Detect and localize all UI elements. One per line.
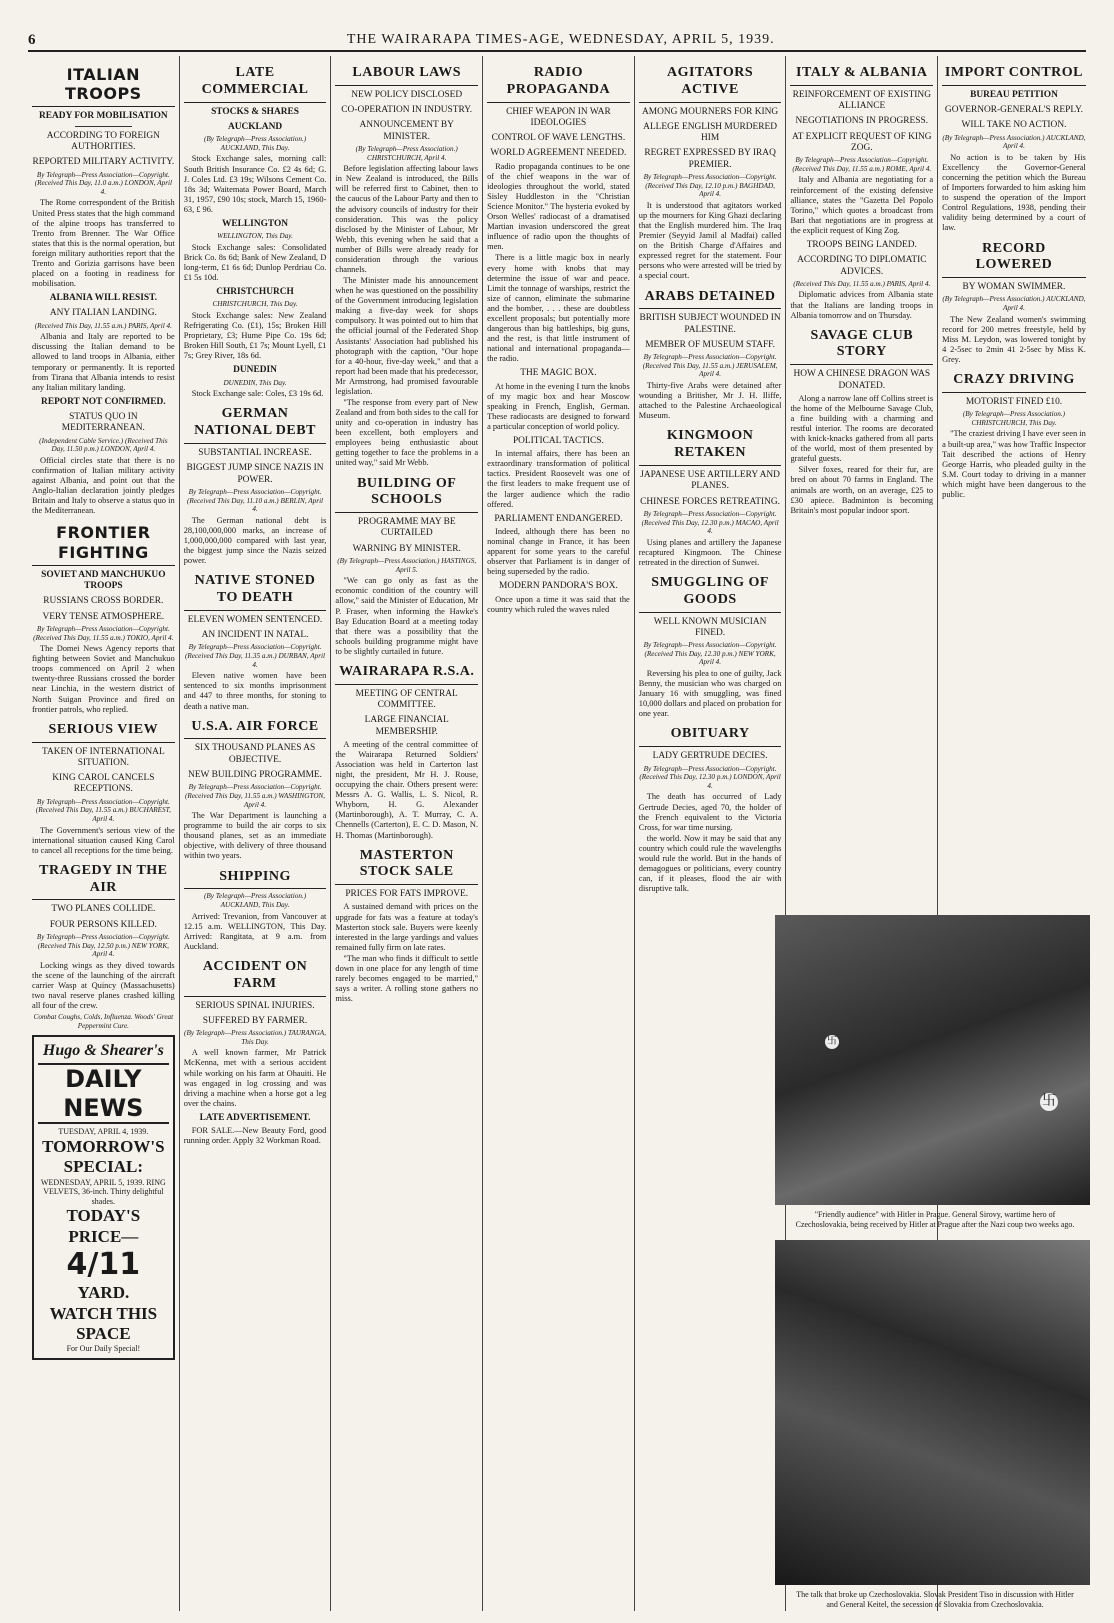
subhead: WELLINGTON xyxy=(222,218,289,229)
article-text: The German national debt is 28,100,000,000 marks, an increase of 1,000,000,000 compared with last year, the biggest jump since the Nazis seized power. xyxy=(183,515,327,566)
subhead: WORLD AGREEMENT NEEDED. xyxy=(490,148,627,159)
article-text: the world. Now it may be said that any country which could rule the wavelengths would rule the world. But in the hands of demagogues or politicians, every country can, if it pleases, flood the air with disruptive talk. xyxy=(638,833,782,894)
swastika-icon: 卐 xyxy=(827,1036,837,1047)
subhead: TWO PLANES COLLIDE. xyxy=(51,904,156,915)
subhead: MEETING OF CENTRAL COMMITTEE. xyxy=(355,688,458,710)
headline-kingmoon-retaken: KINGMOON RETAKEN xyxy=(639,424,782,466)
dateline: CHRISTCHURCH, This Day. xyxy=(212,300,298,309)
article-text: "The craziest driving I have ever seen in a built-up area," was how Traffic Inspector Tait described the actions of Henry George Harris, who pleaded guilty in the S.M. Court today to driving in a manner which might have been dangerous to the public. xyxy=(942,429,1086,499)
column-2 xyxy=(180,56,332,1611)
subhead: SIX THOUSAND PLANES AS OBJECTIVE. xyxy=(194,743,316,765)
dateline: By Telegraph—Press Association—Copyright. (Received This Day, 11.0 a.m.) LONDON, April 4. xyxy=(34,170,172,196)
newspaper-title: THE WAIRARAPA TIMES-AGE, WEDNESDAY, APRIL 5, 1939. xyxy=(346,32,775,47)
subhead: NEW POLICY DISCLOSED xyxy=(351,89,463,100)
headline-italian-troops: ITALIAN TROOPS xyxy=(32,61,175,107)
headline-frontier-fighting: FRONTIER FIGHTING xyxy=(32,519,175,565)
dateline: (By Telegraph—Press Association.) CHRISTCHURCH, April 4. xyxy=(355,144,458,162)
headline-wairarapa-rsa: WAIRARAPA R.S.A. xyxy=(335,660,478,685)
headline-labour-laws: LABOUR LAWS xyxy=(335,61,478,86)
subhead: NEW BUILDING PROGRAMME. xyxy=(188,769,322,780)
dateline: (Received This Day, 11.55 a.m.) PARIS, April 4. xyxy=(793,279,931,288)
column-1 xyxy=(28,56,180,1611)
article-text: The New Zealand women's swimming record for 200 metres freestyle, held by Miss M. Leydon, was lowered tonight by 4 2-5sec to 2min 41 2-5sec by Miss K. Grey. xyxy=(942,314,1086,365)
article-text: Along a narrow lane off Collins street is the home of the Melbourne Savage Club, a fine building with a charming and restful interior. The rooms are decorated with knick-knacks gathered from all parts of the world, most of them presented by grateful guests. xyxy=(790,393,934,464)
headline-late-commercial: LATE COMMERCIAL xyxy=(184,61,327,103)
dateline: By Telegraph—Press Association—Copyright. (Received This Day, 11.55 a.m.) TOKIO, April 4. xyxy=(33,624,174,642)
headline-masterton-stock-sale: MASTERTON STOCK SALE xyxy=(335,844,478,886)
subhead: ACCORDING TO DIPLOMATIC ADVICES. xyxy=(797,255,927,277)
subhead: POLITICAL TACTICS. xyxy=(512,435,604,446)
subhead: ALBANIA WILL RESIST. xyxy=(49,293,157,304)
subhead: LADY GERTRUDE DECIES. xyxy=(652,751,768,762)
subhead: FOUR PERSONS KILLED. xyxy=(49,919,157,930)
subhead: BIGGEST JUMP SINCE NAZIS IN POWER. xyxy=(186,463,324,485)
article-text: A sustained demand with prices on the upgrade for fats was a feature at today's Masterton stock sale. Buyers were keenly interested in the large yardings and values remained fully firm on late rates. xyxy=(335,902,479,952)
dateline: By Telegraph—Press Association—Copyright. (Received This Day, 11.10 a.m.) BERLIN, April 4. xyxy=(186,487,324,514)
article-text: There is a little magic box in nearly every home with knobs that may determine the issue of war and peace. Limit the tonnage of warships, restrict the size of cannon, eliminate the submarine and the bomber, . . . these are doubtless excellent proposals; but potentially more dangerous than big battleships, big guns, and the rest, is that little instrument of national and international propaganda—the radio. xyxy=(487,253,630,364)
subhead: CHINESE FORCES RETREATING. xyxy=(640,496,781,507)
subhead: CHRISTCHURCH xyxy=(216,287,294,298)
dateline: (By Telegraph—Press Association.) HASTINGS, April 5. xyxy=(337,556,477,574)
column-5 xyxy=(635,56,787,1611)
photo-caption: "Friendly audience" with Hitler in Prague. General Sirovy, wartime hero of Czechoslovakia, being received by Hitler at Prague after the Nazi coup two weeks ago. xyxy=(795,1210,1075,1229)
subhead: AUCKLAND xyxy=(227,121,283,132)
subhead: AT EXPLICIT REQUEST OF KING ZOG. xyxy=(791,131,932,153)
article-text: Stock Exchange sales: Consolidated Brick Co. 8s 6d; Bank of New Zealand, D long-term, £1 6s 6d; Dunlop Perdriau Co. £1 5s 10d. xyxy=(183,242,327,283)
dateline: (By Telegraph—Press Association.) TAURANGA, This Day. xyxy=(184,1029,326,1046)
subhead: BRITISH SUBJECT WOUNDED IN PALESTINE. xyxy=(639,313,781,335)
headline-native-stoned: NATIVE STONED TO DEATH xyxy=(184,569,327,611)
subhead: PARLIAMENT ENDANGERED. xyxy=(494,513,623,524)
photo-caption: The talk that broke up Czechoslovakia. Slovak President Tiso in discussion with Hitler and General Keitel, the secession of Slovakia from Czechoslovakia. xyxy=(796,1590,1074,1609)
article-text: The War Department is launching a programme to build the air corps to six thousand planes, set as an immediate objective, with delivery of three thousand within two years. xyxy=(183,811,327,861)
subhead: DUNEDIN xyxy=(233,365,277,376)
dateline: By Telegraph—Press Association—Copyright. (Received This Day, 12.50 p.m.) NEW YORK, April 4. xyxy=(36,932,170,959)
headline-usa-air-force: U.S.A. AIR FORCE xyxy=(184,715,327,740)
headline-crazy-driving: CRAZY DRIVING xyxy=(942,368,1086,393)
ad-yard: YARD. xyxy=(77,1283,130,1303)
headline-italy-albania: ITALY & ALBANIA xyxy=(790,61,933,86)
article-text: Stock Exchange sales, morning call: South British Insurance Co. £2 4s 6d; G. J. Coles Ltd. £3 19s; Wilsons Cement Co. 18s 3d; Waitemata Power Board, March 31, 1957, £90 10s; stock, March 15, 1960-63, £ 96. xyxy=(183,154,327,214)
subhead: CO-OPERATION IN INDUSTRY. xyxy=(341,105,473,116)
article-text: Radio propaganda continues to be one of the chief weapons in the war of ideologies throughout the world, stated Sisley Huddleston in the "Christian Science Monitor." The hysteria evoked by Orson Welles' radiocast of a dramatised Martian invasion underscored the great influence of radio upon the thoughts of men. xyxy=(487,161,630,252)
article-text: Albania and Italy are reported to be discussing the Italian demand to be allowed to land troops in Albania, either temporary or permanently. It is reported from Tirana that Albania intends to resist any Italian military landing. xyxy=(32,332,175,392)
subhead: CHIEF WEAPON IN WAR IDEOLOGIES xyxy=(506,106,611,128)
subhead: STOCKS & SHARES xyxy=(211,106,299,117)
subhead: SERIOUS SPINAL INJURIES. xyxy=(195,1000,315,1011)
article-text: The Minister made his announcement when he was questioned on the possibility of the Government introducing legislation making a five-day week for shops compulsory. It was pointed out to him that the official journal of the Federated Shop Assistants' Association had published his photograph with the caption, "Our hope for a 40-hour, five-day week," and that a report had been made that his predecessor, Mr Armstrong, had promised favourable legislation. xyxy=(335,276,479,396)
page-number: 6 xyxy=(28,31,36,48)
subhead: AN INCIDENT IN NATAL. xyxy=(201,630,309,641)
dateline: WELLINGTON, This Day. xyxy=(217,232,293,241)
article-text: "The response from every part of New Zealand and from both sides to the call for unity and co-operation in industry has been excellent, both employers and employees being enthusiastic about getting together to face the problems in a united way," said Mr Webb. xyxy=(335,398,479,468)
subhead: REINFORCEMENT OF EXISTING ALLIANCE xyxy=(792,89,931,112)
dateline: (Received This Day, 11.55 a.m.) PARIS, April 4. xyxy=(34,321,172,330)
article-text: Before legislation affecting labour laws in New Zealand is introduced, the Bills will be referred first to Cabinet, then to the caucus of the Labour Party and then to the advisory councils of industry for their consideration. This was the policy disclosed by the Minister of Labour, Mr Webb, this evening when he said that a number of Bills were already ready for consideration through the various channels. xyxy=(335,164,479,274)
headline-serious-view: SERIOUS VIEW xyxy=(32,718,175,743)
dateline: By Telegraph—Press Association—Copyright. (Received This Day, 12.30 p.m.) MACAO, April 4. xyxy=(641,509,779,536)
dateline: (By Telegraph—Press Association.) AUCKLAND, This Day. xyxy=(203,135,307,152)
subhead: PROGRAMME MAY BE CURTAILED xyxy=(357,517,456,539)
headline-agitators-active: AGITATORS ACTIVE xyxy=(639,61,782,103)
ad-title: DAILY NEWS xyxy=(38,1063,169,1125)
subhead: NEGOTIATIONS IN PROGRESS. xyxy=(795,116,929,127)
divider xyxy=(75,126,132,127)
article-text: Arrived: Trevanion, from Vancouver at 12.15 a.m. WELLINGTON, This Day. Arrived: Rangitata, at 9 a.m. from Auckland. xyxy=(183,911,327,951)
subhead: READY FOR MOBILISATION xyxy=(39,111,168,122)
swastika-icon: 卐 xyxy=(1042,1094,1056,1109)
subhead: MEMBER OF MUSEUM STAFF. xyxy=(645,339,775,350)
headline-smuggling-of-goods: SMUGGLING OF GOODS xyxy=(639,571,782,613)
subhead: THE MAGIC BOX. xyxy=(520,368,597,379)
article-text: Diplomatic advices from Albania state that the Italians are landing troops in Albania tomorrow and on Thursday. xyxy=(790,290,934,320)
ad-today: TODAY'S PRICE— xyxy=(66,1206,141,1246)
subhead: SUBSTANTIAL INCREASE. xyxy=(198,448,312,459)
dateline: By Telegraph—Press Association—Copyright. (Received This Day, 12.30 p.m.) NEW YORK, April 4. xyxy=(643,641,777,667)
headline-late-advertisement: LATE ADVERTISEMENT. xyxy=(199,1112,311,1123)
headline-accident-on-farm: ACCIDENT ON FARM xyxy=(184,955,327,997)
dateline: (By Telegraph—Press Association.) AUCKLAND, April 4. xyxy=(942,133,1086,151)
article-text: Thirty-five Arabs were detained after wounding a Britisher, Mr J. H. Iliffe, attached to the Palestine Archaeological Museum. xyxy=(638,381,782,421)
subhead: REPORT NOT CONFIRMED. xyxy=(41,396,166,407)
article-text: "We can go only as fast as the economic condition of the country will allow," said the Minister of Education, Mr P. Fraser, when informing the Hawke's Bay Education Board at a meeting today that there was a possibility that the schools building programme might have to be slightly curtailed in future. xyxy=(335,576,479,656)
article-text: A well known farmer, Mr Patrick McKenna, met with a serious accident while working on his farm at Ohauiti. He was engaged in log crossing and was driving a machine when a horse got a leg over the chains. xyxy=(183,1048,327,1108)
article-text: It is understood that agitators worked up the mourners for King Ghazi declaring that the English murdered him. The Iraq Premier (Seyyid Jamil al Madfai) called on the British Charge d'Affaires and expressed regret for the statement. Four persons who were arrested will be tried by a special court. xyxy=(638,200,782,281)
subhead: VERY TENSE ATMOSPHERE. xyxy=(42,611,165,622)
subhead: STATUS QUO IN MEDITERRANEAN. xyxy=(61,412,145,434)
small-advertisement: Combat Coughs, Colds, Influenza. Woods' Great Peppermint Cure. xyxy=(33,1013,174,1030)
dateline: By Telegraph—Press Association—Copyright. (Received This Day, 12.30 p.m.) LONDON, April 4. xyxy=(639,764,781,790)
subhead: ANY ITALIAN LANDING. xyxy=(49,308,157,319)
ad-date: TUESDAY, APRIL 4, 1939. xyxy=(58,1127,149,1137)
dateline: By Telegraph—Press Association—Copyright. (Received This Day, 11.55 a.m.) ROME, April 4. xyxy=(792,156,932,173)
article-text: The Domei News Agency reports that fighting between Soviet and Manchukuo troops commenced on April 2 when twenty-three Russians crossed the border near Linchia, in the western district of North Suigan Province and fired on frontier patrols, who replied. xyxy=(32,644,175,714)
article-text: FOR SALE.—New Beauty Ford, good running order. Apply 32 Workman Road. xyxy=(183,1126,327,1146)
article-text: At home in the evening I turn the knobs of my magic box and hear Moscow speaking in French, English, German. These radiocasts are designed to forward a particular conception of world policy. xyxy=(487,381,630,431)
article-text: Stock Exchange sales: New Zealand Refrigerating Co. (£1), 15s; Broken Hill Proprietary, £3; Hume Pipe Co. 19s 6d; Broken Hill South, £1 7s; Mount Lyell, £1 7s; Grey River, 18s 6d. xyxy=(183,311,327,361)
subhead: KING CAROL CANCELS RECEPTIONS. xyxy=(52,773,155,795)
photo-hitler-sirovy xyxy=(775,915,1090,1205)
subhead: BUREAU PETITION xyxy=(970,89,1058,100)
ad-watch: WATCH THIS SPACE xyxy=(49,1303,158,1344)
subhead: CONTROL OF WAVE LENGTHS. xyxy=(491,133,626,144)
article-text: No action is to be taken by His Excellency the Governor-General concerning the petition which the Bureau of Importers forwarded to him asking him to suspend the operation of the Import Control Regulations, 1938, pending their validity being determined by a court of law. xyxy=(942,152,1086,233)
article-text: The Government's serious view of the international situation caused King Carol to cancel all receptions for the time being. xyxy=(32,825,175,855)
headline-import-control: IMPORT CONTROL xyxy=(942,61,1086,86)
subhead: AMONG MOURNERS FOR KING xyxy=(641,106,779,117)
headline-shipping: SHIPPING xyxy=(184,865,327,890)
subhead: WARNING BY MINISTER. xyxy=(352,543,461,554)
ad-for: For Our Daily Special! xyxy=(66,1344,141,1354)
article-text: In internal affairs, there has been an extraordinary transformation of political tactics. President Roosevelt was one of the first leaders to make frequent use of the larger audience which the radio offered. xyxy=(487,449,630,509)
subhead: ANNOUNCEMENT BY MINISTER. xyxy=(359,120,454,142)
headline-radio-propaganda: RADIO PROPAGANDA xyxy=(487,61,630,103)
article-text: "The man who finds it difficult to settle down in one place for any length of time rarely becomes engaged to be married," says a writer. A rolling stone gathers no miss. xyxy=(335,953,479,1004)
headline-record-lowered: RECORD LOWERED xyxy=(942,237,1086,279)
subhead: ACCORDING TO FOREIGN AUTHORITIES. xyxy=(46,130,160,152)
subhead: REGRET EXPRESSED BY IRAQ PREMIER. xyxy=(644,148,776,170)
headline-tragedy-in-the-air: TRAGEDY IN THE AIR xyxy=(32,859,175,901)
article-text: Eleven native women have been sentenced to six months imprisonment and 447 to three months, for stoning to death a native man. xyxy=(183,671,327,711)
article-text: Once upon a time it was said that the country which ruled the waves ruled xyxy=(487,594,630,614)
subhead: WELL KNOWN MUSICIAN FINED. xyxy=(653,616,767,638)
subhead: WILL TAKE NO ACTION. xyxy=(961,120,1067,131)
subhead: ELEVEN WOMEN SENTENCED. xyxy=(187,614,323,625)
article-text: Stock Exchange sale: Coles, £3 19s 6d. xyxy=(191,389,324,399)
dateline: (By Telegraph—Press Association.) AUCKLAND, April 4. xyxy=(942,295,1086,313)
subhead: BY WOMAN SWIMMER. xyxy=(962,282,1066,293)
photo-hitler-tiso xyxy=(775,1240,1090,1585)
headline-obituary: OBITUARY xyxy=(639,722,782,747)
headline-arabs-detained: ARABS DETAINED xyxy=(639,285,782,310)
article-text: Using planes and artillery the Japanese recaptured Kingmoon. The Chinese retreated in the direction of Sunwei. xyxy=(638,537,782,567)
daily-news-advertisement xyxy=(32,1035,175,1360)
dateline: By Telegraph—Press Association—Copyright. (Received This Day, 11.55 a.m.) JERUSALEM, April 4. xyxy=(642,353,778,379)
subhead: HOW A CHINESE DRAGON WAS DONATED. xyxy=(793,369,931,391)
subhead: TROOPS BEING LANDED. xyxy=(806,239,917,250)
dateline: By Telegraph—Press Association—Copyright. (Received This Day, 12.10 p.m.) BAGHDAD, April 4. xyxy=(643,173,777,199)
dateline: DUNEDIN, This Day. xyxy=(223,378,287,387)
article-text: The Rome correspondent of the British United Press states that the high command of the alpine troops has transferred to Trento from Brenner. The War Office states that this is the normal operation, but foreign military authorities report that the Trento and Gorizia garrisons have been placed on a footing in readiness for mobilisation. xyxy=(32,198,175,289)
article-text: The death has occurred of Lady Gertrude Decies, aged 70, the holder of the French equivalent to the Victoria Cross, for war time nursing. xyxy=(638,792,782,832)
column-3 xyxy=(331,56,483,1611)
subhead: MODERN PANDORA'S BOX. xyxy=(499,581,618,592)
dateline: By Telegraph—Press Association—Copyright. (Received This Day, 11.35 a.m.) DURBAN, April 4. xyxy=(184,643,326,669)
dateline: (Independent Cable Service.) (Received This Day, 11.50 p.m.) LONDON, April 4. xyxy=(39,436,168,454)
dateline: By Telegraph—Press Association—Copyright. (Received This Day, 11.55 a.m.) WASHINGTON, April 4. xyxy=(184,783,326,809)
dateline: By Telegraph—Press Association—Copyright. (Received This Day, 11.55 a.m.) BUCHAREST, April 4. xyxy=(35,797,171,823)
ad-price: 4/11 xyxy=(66,1247,141,1283)
dateline: (By Telegraph—Press Association.) AUCKLAND, This Day. xyxy=(203,892,307,909)
subhead: PRICES FOR FATS IMPROVE. xyxy=(345,889,469,900)
subhead: RUSSIANS CROSS BORDER. xyxy=(43,596,164,607)
article-text: Italy and Albania are negotiating for a reinforcement of the existing defensive alliance, states the "Gazetta Del Popolo Torino," which quotes a broadcast from Bari that negotiations are in progress at the explicit request of King Zog. xyxy=(790,175,934,235)
subhead: GOVERNOR-GENERAL'S REPLY. xyxy=(944,105,1084,116)
dateline: (By Telegraph—Press Association.) CHRISTCHURCH, This Day. xyxy=(962,410,1066,427)
headline-building-of-schools: BUILDING OF SCHOOLS xyxy=(335,472,478,514)
subhead: LARGE FINANCIAL MEMBERSHIP. xyxy=(364,715,449,737)
masthead xyxy=(28,30,1086,52)
article-text: Reversing his plea to one of guilty, Jack Benny, the musician who was charged on January 16 with smuggling, was fined 10,000 dollars and placed on probation for one year. xyxy=(638,669,782,719)
article-text: Official circles state that there is no confirmation of Italian military activity against Albania, and point out that the Anglo-Italian declaration jointly pledges Britain and Italy to observe a status quo in the Mediterranean. xyxy=(32,455,175,516)
subhead: SOVIET AND MANCHUKUO TROOPS xyxy=(41,569,166,592)
subhead: SUFFERED BY FARMER. xyxy=(202,1015,308,1026)
subhead: MOTORIST FINED £10. xyxy=(965,396,1063,407)
ad-tomorrow: TOMORROW'S SPECIAL: xyxy=(42,1136,165,1177)
headline-savage-club-story: SAVAGE CLUB STORY xyxy=(790,324,933,366)
subhead: REPORTED MILITARY ACTIVITY. xyxy=(32,157,175,168)
article-text: Silver foxes, reared for their fur, are bred on about 70 farms in England. The animals are worth, on an average, £25 to £30 apiece. Badminton is becoming Britain's most popular indoor sport. xyxy=(790,465,934,515)
subhead: TAKEN OF INTERNATIONAL SITUATION. xyxy=(42,746,165,768)
subhead: JAPANESE USE ARTILLERY AND PLANES. xyxy=(640,470,780,492)
article-text: Indeed, although there has been no nominal change in France, it has been apparent for some years to the careful observer that Parliament is in danger of being superseded by the radio. xyxy=(487,526,630,577)
article-text: Locking wings as they dived towards the scene of the launching of the aircraft carrier Wasp at Quincy (Massachusetts) two naval reserve planes crashed killing all four of the crew. xyxy=(32,960,175,1011)
headline-german-national-debt: GERMAN NATIONAL DEBT xyxy=(184,402,327,444)
article-text: A meeting of the central committee of the Wairarapa Returned Soldiers' Association was held in Carterton last night, the president, Mr H. J. Rouse, occupying the chair. Others present were: Messrs A. G. Wallis, L. S. Nicol, R. Whyborn, H. G. Alexander (Martinborough), A. T. Murray, C. A. Chennells (Carterton), E. C. D. Mason, N. H. Thomas (Martinborough). xyxy=(335,739,479,840)
ad-brand: Hugo & Shearer's xyxy=(42,1041,164,1059)
ad-detail: WEDNESDAY, APRIL 5, 1939. RING VELVETS, 36-inch. Thirty delightful shades. xyxy=(40,1177,166,1206)
column-4 xyxy=(483,56,635,1611)
subhead: ALLEGE ENGLISH MURDERED HIM xyxy=(643,121,778,144)
